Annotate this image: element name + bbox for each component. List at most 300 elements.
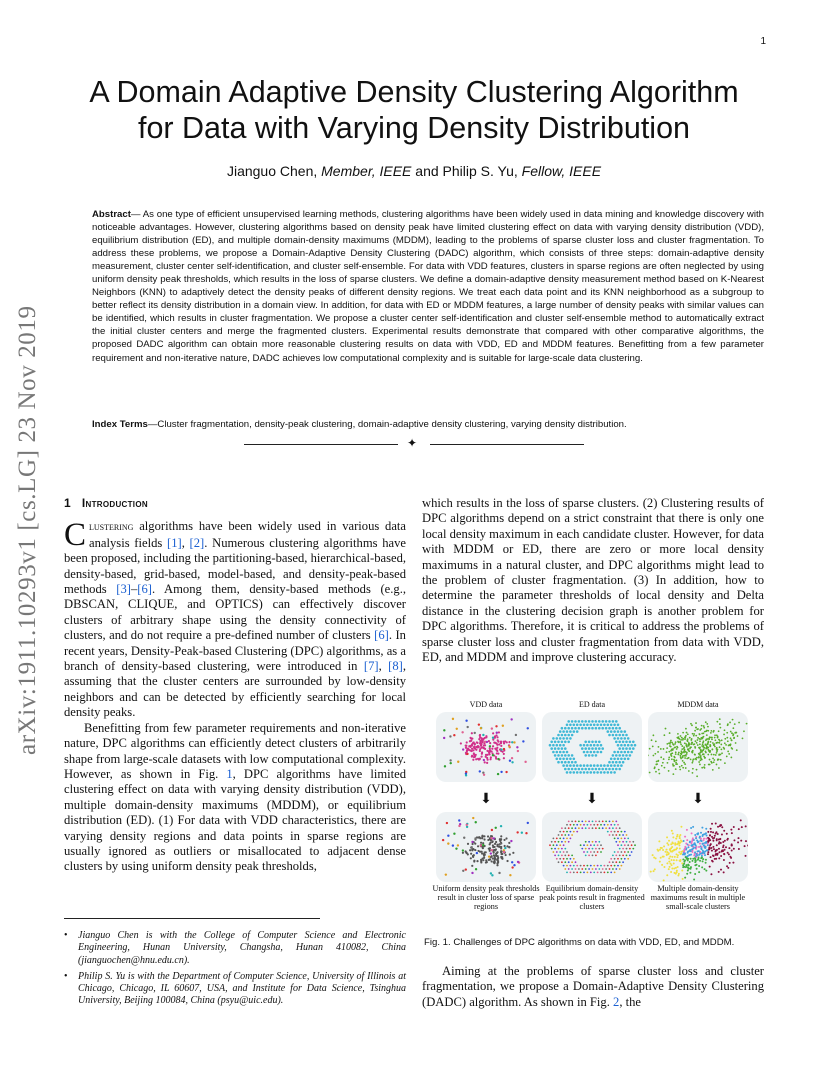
data-point xyxy=(490,835,492,837)
data-point xyxy=(710,843,712,845)
data-point xyxy=(626,855,628,857)
data-point xyxy=(691,860,693,862)
data-point xyxy=(615,768,618,771)
data-point xyxy=(624,851,626,853)
data-point xyxy=(724,729,726,731)
data-point xyxy=(556,851,558,853)
data-point xyxy=(593,865,595,867)
data-point xyxy=(563,865,565,867)
data-point xyxy=(496,750,498,752)
data-point xyxy=(668,858,670,860)
data-point xyxy=(624,844,626,846)
data-point xyxy=(661,864,663,866)
data-point xyxy=(622,741,625,744)
data-point xyxy=(652,854,654,856)
data-point xyxy=(689,841,691,843)
data-point xyxy=(694,730,696,732)
data-point xyxy=(689,872,691,874)
data-point xyxy=(588,848,590,850)
first-word-rest: lustering xyxy=(89,521,134,534)
data-point xyxy=(658,769,660,771)
data-point xyxy=(707,726,709,728)
data-point xyxy=(670,741,672,743)
data-point xyxy=(556,744,559,747)
data-point xyxy=(689,737,691,739)
data-point xyxy=(499,843,501,845)
data-point xyxy=(709,745,711,747)
data-point xyxy=(598,868,600,870)
data-point xyxy=(512,852,514,854)
data-point xyxy=(476,741,478,743)
data-point xyxy=(621,844,623,846)
data-point xyxy=(624,730,627,733)
data-point xyxy=(504,847,506,849)
data-point xyxy=(605,868,607,870)
data-point xyxy=(566,758,569,761)
data-point xyxy=(741,826,743,828)
data-point xyxy=(495,734,497,736)
data-point xyxy=(717,833,719,835)
data-point xyxy=(715,742,717,744)
data-point xyxy=(733,826,735,828)
data-point xyxy=(617,824,619,826)
cite-link[interactable]: [1] xyxy=(167,535,182,550)
data-point xyxy=(498,731,500,733)
data-point xyxy=(450,762,452,764)
data-point xyxy=(554,747,557,750)
data-point xyxy=(566,724,569,727)
data-point xyxy=(591,747,594,750)
data-point xyxy=(654,768,656,770)
data-point xyxy=(564,741,567,744)
data-point xyxy=(712,861,714,863)
data-point xyxy=(624,751,627,754)
data-point xyxy=(483,835,485,837)
data-point xyxy=(670,740,672,742)
data-point xyxy=(693,733,695,735)
data-point xyxy=(729,722,731,724)
data-point xyxy=(634,844,636,846)
data-point xyxy=(583,851,585,853)
data-point xyxy=(496,736,498,738)
data-point xyxy=(726,737,728,739)
data-point xyxy=(564,761,567,764)
data-point xyxy=(482,844,484,846)
data-point xyxy=(731,832,733,834)
data-point xyxy=(718,730,720,732)
data-point xyxy=(671,748,673,750)
data-point xyxy=(595,821,597,823)
data-point xyxy=(564,848,566,850)
data-point xyxy=(691,724,693,726)
data-point xyxy=(590,744,593,747)
data-point xyxy=(613,751,616,754)
data-point xyxy=(660,756,662,758)
data-point xyxy=(583,844,585,846)
intro-text-g: , DPC algorithms have limited clustering effect on data with varying density distribution (VDD), multiple domain-density maximums (MDDM), or equilibrium distribution (ED). (1) For data with VDD characteristics, there are varying density regions and data points in sparse regions are usually ignored as outliers or misallocated to adjacent dense clusters by using uniform density peak thresholds, xyxy=(64,766,406,874)
data-point xyxy=(590,824,592,826)
data-point xyxy=(596,724,599,727)
data-point xyxy=(621,838,623,840)
data-point xyxy=(600,744,603,747)
data-point xyxy=(707,853,709,855)
cite-link[interactable]: [2] xyxy=(189,535,205,550)
data-point xyxy=(503,851,505,853)
data-point xyxy=(702,843,704,845)
data-point xyxy=(476,852,478,854)
data-point xyxy=(673,744,675,746)
data-point xyxy=(718,871,720,873)
data-point xyxy=(677,875,679,877)
data-point xyxy=(706,723,708,725)
data-point xyxy=(709,736,711,738)
data-point xyxy=(678,844,680,846)
data-point xyxy=(680,758,682,760)
data-point xyxy=(627,758,630,761)
data-point xyxy=(686,829,688,831)
data-point xyxy=(699,740,701,742)
author-2: and Philip S. Yu, xyxy=(415,163,518,179)
mddm-result-scatter xyxy=(648,812,748,882)
data-point xyxy=(682,757,684,759)
data-point xyxy=(681,765,683,767)
data-point xyxy=(723,853,725,855)
data-point xyxy=(469,849,471,851)
data-point xyxy=(687,867,689,869)
data-point xyxy=(581,720,584,723)
data-point xyxy=(688,743,690,745)
data-point xyxy=(735,742,737,744)
data-point xyxy=(618,754,621,757)
data-point xyxy=(712,757,714,759)
data-point xyxy=(715,833,717,835)
data-point xyxy=(567,734,570,737)
data-point xyxy=(672,833,674,835)
data-point xyxy=(680,735,682,737)
data-point xyxy=(504,845,506,847)
data-point xyxy=(496,864,498,866)
data-point xyxy=(612,834,614,836)
data-point xyxy=(615,727,618,730)
data-point xyxy=(652,734,654,736)
data-point xyxy=(590,851,592,853)
data-point xyxy=(481,851,483,853)
data-point xyxy=(714,739,716,741)
data-point xyxy=(735,732,737,734)
data-point xyxy=(443,737,445,739)
intro-text-c: . Among them, density-based methods (e.g., DBSCAN, CLIQUE, and OPTICS) can effectively discover clusters of arbitrary shape using the density connectivity of clusters, and do not require a pre-defined number of clusters xyxy=(64,582,406,643)
arrow-down-icon: ⬇ xyxy=(692,791,704,807)
data-point xyxy=(595,848,597,850)
data-point xyxy=(714,858,716,860)
data-point xyxy=(703,740,705,742)
data-point xyxy=(593,872,595,874)
data-point xyxy=(701,725,703,727)
data-point xyxy=(559,737,562,740)
data-point xyxy=(675,873,677,875)
data-point xyxy=(556,838,558,840)
data-point xyxy=(612,720,615,723)
data-point xyxy=(580,844,582,846)
data-point xyxy=(726,756,728,758)
data-point xyxy=(702,743,704,745)
data-point xyxy=(471,745,473,747)
data-point xyxy=(564,868,566,870)
data-point xyxy=(699,753,701,755)
data-point xyxy=(697,744,699,746)
data-point xyxy=(591,754,594,757)
data-point xyxy=(595,868,597,870)
index-terms xyxy=(92,419,764,430)
data-point xyxy=(558,861,560,863)
cite-link[interactable]: [3] xyxy=(116,582,131,597)
data-point xyxy=(663,879,665,881)
data-point xyxy=(489,847,491,849)
data-point xyxy=(673,756,675,758)
data-point xyxy=(588,868,590,870)
data-point xyxy=(601,747,604,750)
data-point xyxy=(603,764,606,767)
data-point xyxy=(737,735,739,737)
data-point xyxy=(736,749,738,751)
data-point xyxy=(564,754,567,757)
data-point xyxy=(712,742,714,744)
data-point xyxy=(622,848,624,850)
data-point xyxy=(693,744,695,746)
data-point xyxy=(699,752,701,754)
data-point xyxy=(447,842,449,844)
data-point xyxy=(462,852,464,854)
data-point xyxy=(471,841,473,843)
data-point xyxy=(458,819,460,821)
data-point xyxy=(602,848,604,850)
data-point xyxy=(625,741,628,744)
data-point xyxy=(687,733,689,735)
data-point xyxy=(579,744,582,747)
data-point xyxy=(668,756,670,758)
data-point xyxy=(690,845,692,847)
data-point xyxy=(732,719,734,721)
data-point xyxy=(602,827,604,829)
data-point xyxy=(713,754,715,756)
data-point xyxy=(476,860,478,862)
data-point xyxy=(653,857,655,859)
abstract xyxy=(92,208,764,365)
intro-text-d: . In recent years, Density-Peak-based Clustering (DPC) algorithms, as a branch of density-based clustering, were introduced in xyxy=(64,628,406,674)
data-point xyxy=(595,855,597,857)
data-point xyxy=(663,856,665,858)
data-point xyxy=(474,849,476,851)
data-point xyxy=(690,747,692,749)
data-point xyxy=(690,723,692,725)
data-point xyxy=(631,844,633,846)
data-point xyxy=(593,744,596,747)
data-point xyxy=(669,855,671,857)
data-point xyxy=(625,747,628,750)
data-point xyxy=(608,720,611,723)
data-point xyxy=(576,831,578,833)
data-point xyxy=(506,845,508,847)
data-point xyxy=(559,758,562,761)
data-point xyxy=(574,727,577,730)
data-point xyxy=(710,856,712,858)
data-point xyxy=(709,835,711,837)
data-point xyxy=(692,858,694,860)
data-point xyxy=(449,735,451,737)
data-point xyxy=(494,858,496,860)
data-point xyxy=(703,727,705,729)
data-point xyxy=(652,746,654,748)
data-point xyxy=(670,754,672,756)
data-point xyxy=(615,720,618,723)
data-point xyxy=(701,856,703,858)
data-point xyxy=(715,754,717,756)
data-point xyxy=(612,855,614,857)
data-point xyxy=(660,847,662,849)
data-point xyxy=(719,824,721,826)
data-point xyxy=(500,745,502,747)
data-point xyxy=(567,768,570,771)
data-point xyxy=(679,853,681,855)
data-point xyxy=(627,737,630,740)
data-point xyxy=(720,855,722,857)
data-point xyxy=(564,727,567,730)
right-paragraph-1: which results in the loss of sparse clusters. (2) Clustering results of DPC algorithms depend on a strict constraint that there is only one local density maximum in each candidate cluster. However, for data with MDDM or ED, there are zero or more local density maximums in a natural cluster, and DPC algorithms might lead to the problem of cluster fragmentation. (3) In addition, how to determine the parameter thresholds of local density and Delta distance in the clustering decision graph is another problem for DPC algorithms. Therefore, it is critical to address the problems of sparse cluster loss and cluster fragmentation from data with VDD, ED, and MDDM and improve clustering accuracy. xyxy=(422,496,764,665)
data-point xyxy=(686,839,688,841)
data-point xyxy=(561,827,563,829)
data-point xyxy=(703,845,705,847)
data-point xyxy=(477,746,479,748)
data-point xyxy=(617,844,619,846)
data-point xyxy=(475,758,477,760)
data-point xyxy=(580,872,582,874)
data-point xyxy=(491,748,493,750)
cite-link[interactable]: [6] xyxy=(137,582,152,597)
data-point xyxy=(738,848,740,850)
figure-ref-link[interactable]: 2 xyxy=(613,994,620,1009)
data-point xyxy=(704,847,706,849)
data-point xyxy=(601,720,604,723)
data-point xyxy=(705,859,707,861)
data-point xyxy=(566,865,568,867)
footnote-item: • Philip S. Yu is with the Department of Computer Science, University of Illinois at Chicago, Chicago, IL 60607, USA, and Institute for Data Science, Tsinghua University, Beijing 100084, China (psyu@uic.edu). xyxy=(64,971,406,1008)
data-point xyxy=(717,749,719,751)
data-point xyxy=(485,756,487,758)
data-point xyxy=(484,744,486,746)
data-point xyxy=(668,868,670,870)
data-point xyxy=(492,737,494,739)
data-point xyxy=(503,753,505,755)
data-point xyxy=(672,773,674,775)
data-point xyxy=(569,730,572,733)
data-point xyxy=(593,724,596,727)
data-point xyxy=(745,855,747,857)
data-point xyxy=(717,737,719,739)
data-point xyxy=(597,872,599,874)
data-point xyxy=(615,754,618,757)
data-point xyxy=(564,834,566,836)
data-point xyxy=(686,873,688,875)
data-point xyxy=(613,764,616,767)
data-point xyxy=(612,827,614,829)
data-point xyxy=(679,766,681,768)
data-point xyxy=(715,853,717,855)
data-point xyxy=(708,764,710,766)
data-point xyxy=(618,727,621,730)
data-point xyxy=(694,873,696,875)
data-point xyxy=(617,758,620,761)
cite-link[interactable]: [8] xyxy=(388,659,403,674)
data-point xyxy=(663,845,665,847)
data-point xyxy=(554,855,556,857)
data-point xyxy=(621,831,623,833)
data-point xyxy=(562,758,565,761)
data-point xyxy=(727,867,729,869)
data-point xyxy=(610,758,613,761)
data-point xyxy=(569,737,572,740)
data-point xyxy=(714,737,716,739)
figure-ref-link[interactable]: 1 xyxy=(226,766,233,781)
data-point xyxy=(457,844,459,846)
data-point xyxy=(627,858,629,860)
data-point xyxy=(696,769,698,771)
data-point xyxy=(496,855,498,857)
data-point xyxy=(701,745,703,747)
data-point xyxy=(583,771,586,774)
data-point xyxy=(723,871,725,873)
cite-link[interactable]: [7] xyxy=(363,659,379,674)
data-point xyxy=(490,837,492,839)
data-point xyxy=(495,848,497,850)
data-point xyxy=(686,758,688,760)
data-point xyxy=(492,846,494,848)
data-point xyxy=(680,744,682,746)
data-point xyxy=(698,846,700,848)
data-point xyxy=(568,868,570,870)
data-point xyxy=(566,838,568,840)
data-point xyxy=(466,753,468,755)
data-point xyxy=(591,720,594,723)
data-point xyxy=(603,724,606,727)
data-point xyxy=(690,858,692,860)
data-point xyxy=(728,847,730,849)
data-point xyxy=(493,862,495,864)
data-point xyxy=(573,824,575,826)
data-point xyxy=(510,840,512,842)
data-point xyxy=(481,852,483,854)
data-point xyxy=(675,763,677,765)
data-point xyxy=(705,870,707,872)
data-point xyxy=(494,843,496,845)
data-point xyxy=(699,843,701,845)
data-point xyxy=(652,755,654,757)
data-point xyxy=(687,855,689,857)
data-point xyxy=(583,724,586,727)
cite-link[interactable]: [6] xyxy=(374,628,389,643)
data-point xyxy=(597,824,599,826)
data-point xyxy=(710,873,712,875)
data-point xyxy=(711,836,713,838)
data-point xyxy=(683,752,685,754)
data-point xyxy=(679,848,681,850)
data-point xyxy=(738,722,740,724)
data-point xyxy=(445,873,447,875)
data-point xyxy=(726,865,728,867)
data-point xyxy=(709,759,711,761)
data-point xyxy=(588,855,590,857)
data-point xyxy=(658,746,660,748)
data-point xyxy=(506,860,508,862)
